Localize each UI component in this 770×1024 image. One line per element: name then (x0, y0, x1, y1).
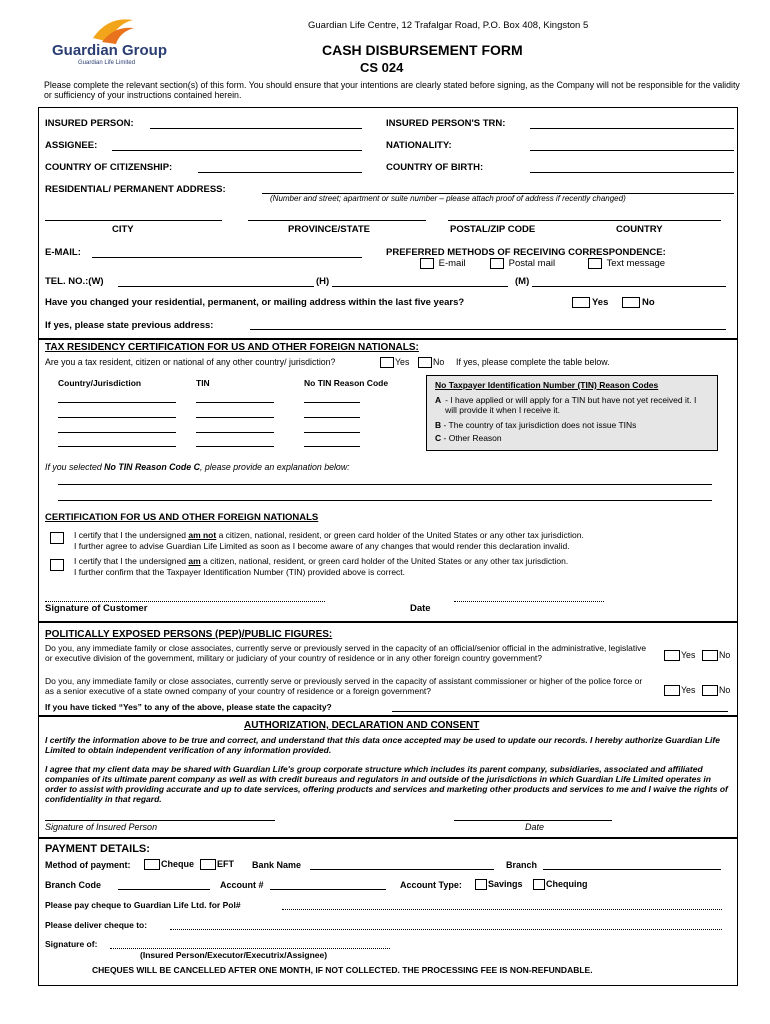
address-changed-yes[interactable] (572, 297, 608, 308)
cert-not-bold: am not (188, 530, 217, 540)
cert-not-pre: I certify that I the undersigned (74, 530, 189, 540)
tax-yes-checkbox[interactable] (380, 357, 394, 368)
cert-not-post: a citizen, national, resident, or green card holder of the United States or any other tax jurisdiction. (216, 530, 584, 540)
company-address: Guardian Life Centre, 12 Trafalgar Road, P.O. Box 408, Kingston 5 (308, 20, 589, 31)
col-tin-header: TIN (196, 378, 210, 388)
chequing-label: Chequing (546, 879, 588, 889)
tax-no-option[interactable] (418, 357, 444, 368)
deliver-cheque-field[interactable] (170, 929, 722, 930)
tax-heading: TAX RESIDENCY CERTIFICATION FOR US AND OTHER FOREIGN NATIONALS: (45, 342, 419, 353)
city-label: CITY (112, 224, 134, 235)
pep-q2-yes[interactable] (664, 685, 695, 696)
tin-codes-box (426, 375, 718, 451)
cert-heading: CERTIFICATION FOR US AND OTHER FOREIGN NATIONALS (45, 512, 319, 523)
address-changed-question: Have you changed your residential, permanent, or mailing address within the last five years? (45, 297, 465, 308)
pep-heading: POLITICALLY EXPOSED PERSONS (PEP)/PUBLIC FIGURES: (45, 629, 333, 640)
province-label: PROVINCE/STATE (288, 224, 370, 235)
payment-method-label: Method of payment: (45, 860, 131, 870)
tin-row-country[interactable] (58, 402, 176, 403)
cert-am-line2: I further confirm that the Taxpayer Identification Number (TIN) provided above is correct. (74, 567, 406, 577)
footer-notice: CHEQUES WILL BE CANCELLED AFTER ONE MONTH, IF NOT COLLECTED. THE PROCESSING FEE IS NON-REFUNDABLE. (92, 965, 593, 975)
province-field[interactable] (248, 220, 426, 221)
tel-h-field[interactable] (332, 286, 508, 287)
pep-q2-no-label: No (719, 685, 731, 695)
col-country-header: Country/Jurisdiction (58, 378, 142, 388)
opt-postal-option[interactable] (490, 258, 555, 269)
explain-prompt (45, 462, 350, 472)
savings-checkbox[interactable] (475, 879, 487, 890)
tin-code-c-text: - Other Reason (443, 433, 502, 443)
no-label: No (642, 297, 655, 309)
tel-h-label: (H) (316, 276, 330, 287)
email-label: E-MAIL: (45, 247, 81, 258)
tin-codes-title: No Taxpayer Identification Number (TIN) Reason Codes (435, 380, 659, 390)
opt-email-label: E-mail (438, 258, 466, 270)
email-field[interactable] (92, 257, 362, 258)
deliver-cheque-label: Please deliver cheque to: (45, 920, 148, 930)
explanation-field[interactable] (58, 484, 712, 485)
tax-question: Are you a tax resident, citizen or national of any other country/ jurisdiction? (45, 357, 336, 367)
country-citizenship-label: COUNTRY OF CITIZENSHIP: (45, 162, 173, 173)
postal-checkbox[interactable] (490, 258, 504, 269)
tin-code-a-key: A (435, 395, 442, 405)
insured-trn-label: INSURED PERSON'S TRN: (386, 118, 506, 129)
tax-yes-label: Yes (395, 357, 410, 367)
tin-row-tin[interactable] (196, 446, 274, 447)
explanation-field[interactable] (58, 500, 712, 501)
auth-paragraph-1: I certify the information above to be true and correct, and understand that this data once accepted may be used to update our records. I hereby authorize Guardian Life Limited to obtain independent verification of any information provided. (45, 735, 720, 755)
insured-date-label: Date (525, 822, 545, 832)
insured-person-label: INSURED PERSON: (45, 118, 134, 129)
payment-section (38, 838, 738, 986)
explain-post: , please provide an explanation below: (199, 462, 350, 472)
pep-q1-yes-checkbox[interactable] (664, 650, 680, 661)
tin-code-b (435, 420, 636, 430)
branch-code-label: Branch Code (45, 880, 102, 890)
tin-row-reason[interactable] (304, 432, 360, 433)
branch-field[interactable] (543, 869, 721, 870)
tax-no-checkbox[interactable] (418, 357, 432, 368)
savings-option[interactable] (475, 879, 523, 890)
pep-q1-yes-label: Yes (681, 650, 696, 660)
tin-row-tin[interactable] (196, 417, 274, 418)
auth-heading: AUTHORIZATION, DECLARATION AND CONSENT (244, 720, 480, 731)
col-reason-header: No TIN Reason Code (304, 378, 389, 388)
pep-q1-no-checkbox[interactable] (702, 650, 718, 661)
eft-checkbox[interactable] (200, 859, 216, 870)
opt-text-option[interactable] (588, 258, 665, 269)
country-label: COUNTRY (616, 224, 663, 235)
branch-label: Branch (506, 860, 538, 870)
nationality-field[interactable] (530, 150, 734, 151)
payment-signature-field[interactable] (110, 948, 390, 949)
yes-checkbox[interactable] (572, 297, 590, 308)
insured-trn-field[interactable] (530, 128, 734, 129)
no-checkbox[interactable] (622, 297, 640, 308)
cert-am-line1 (74, 556, 568, 567)
pep-q1: Do you, any immediate family or close associates, currently serve or previously served in the capacity of an official/senior official in the administrative, legislative or executive division of the government, military or judiciary of your country of residence or in any other foreign country government? (45, 643, 647, 663)
auth-paragraph-2: I agree that my client data may be shared with Guardian Life's group corporate structure which includes its parent company, subsidiaries, associated and affiliated companies of its ultimate parent company as well as with credit bureaus and regulators in and outside of the jurisdictions in which Guardian Life Limited operates in order to assist with providing accurate and up to date services, offering products and services and marketing other products and services to me and I waive the rights of confidentiality in that regard. (45, 764, 728, 804)
tin-code-b-text: - The country of tax jurisdiction does not issue TINs (443, 420, 637, 430)
cert-not-line1 (74, 530, 584, 541)
customer-signature-field[interactable] (45, 601, 325, 602)
tin-code-c (435, 433, 502, 443)
country-citizenship-field[interactable] (198, 172, 362, 173)
assignee-field[interactable] (112, 150, 362, 151)
signature-hint: (Insured Person/Executor/Executrix/Assignee) (140, 950, 328, 960)
cert-not-checkbox[interactable] (50, 532, 64, 544)
logo-subtitle: Guardian Life Limited (78, 60, 136, 66)
pep-q1-yes[interactable] (664, 650, 695, 661)
tax-yes-option[interactable] (380, 357, 409, 368)
pep-q2: Do you, any immediate family or close associates, currently serve or previously served in the capacity of assistant commissioner or higher of the police force or as a senior executive of a state owned company of your country of residence or a foreign government? (45, 676, 643, 696)
cert-am-pre: I certify that I the undersigned (74, 556, 189, 566)
tin-row-tin[interactable] (196, 432, 274, 433)
nationality-label: NATIONALITY: (386, 140, 452, 151)
cert-not-line2: I further agree to advise Guardian Life Limited as soon as I become aware of any changes that would render this declaration invalid. (74, 541, 570, 551)
customer-date-label: Date (410, 603, 431, 614)
opt-email-option[interactable] (420, 258, 466, 269)
country-birth-field[interactable] (530, 172, 734, 173)
tel-m-label: (M) (515, 276, 530, 287)
account-type-label: Account Type: (400, 880, 462, 890)
tel-m-field[interactable] (532, 286, 726, 287)
pep-q2-no[interactable] (702, 685, 730, 696)
tin-code-b-key: B (435, 420, 442, 430)
pay-cheque-label: Please pay cheque to Guardian Life Ltd. for Pol# (45, 900, 241, 910)
cert-not-text (74, 530, 584, 552)
residential-address-label: RESIDENTIAL/ PERMANENT ADDRESS: (45, 184, 226, 195)
country-birth-label: COUNTRY OF BIRTH: (386, 162, 484, 173)
form-code: CS 024 (360, 60, 404, 75)
intro-text: Please complete the relevant section(s) of this form. You should ensure that your intentions are clearly stated before signing, as the Company will not be responsible for the validity or sufficiency of your instructions contained herein. (44, 80, 740, 100)
logo (48, 16, 178, 76)
email-checkbox[interactable] (420, 258, 434, 269)
tel-w-field[interactable] (118, 286, 314, 287)
postal-label: POSTAL/ZIP CODE (450, 224, 536, 235)
cheque-checkbox[interactable] (144, 859, 160, 870)
country-field[interactable] (575, 220, 721, 221)
account-label: Account # (220, 880, 264, 890)
tin-row-reason[interactable] (304, 402, 360, 403)
insured-person-field[interactable] (150, 128, 362, 129)
bank-name-label: Bank Name (252, 860, 302, 870)
tin-row-country[interactable] (58, 417, 176, 418)
customer-signature-label: Signature of Customer (45, 603, 148, 614)
eft-option[interactable] (200, 859, 234, 870)
pep-capacity-field[interactable] (392, 711, 728, 712)
tin-row-country[interactable] (58, 446, 176, 447)
explain-bold: No TIN Reason Code C (104, 462, 200, 472)
city-field[interactable] (45, 220, 222, 221)
insured-signature-label: Signature of Insured Person (45, 822, 158, 832)
pep-q1-no[interactable] (702, 650, 730, 661)
customer-date-field[interactable] (454, 601, 604, 602)
tax-if-yes: If yes, please complete the table below. (456, 357, 610, 367)
opt-text-label: Text message (606, 258, 666, 270)
account-field[interactable] (270, 889, 386, 890)
cert-am-post: a citizen, national, resident, or green card holder of the United States or any other tax jurisdiction. (200, 556, 569, 566)
pep-q2-yes-label: Yes (681, 685, 696, 695)
text-checkbox[interactable] (588, 258, 602, 269)
chequing-checkbox[interactable] (533, 879, 545, 890)
pep-q2-yes-checkbox[interactable] (664, 685, 680, 696)
logo-name: Guardian Group (52, 42, 168, 59)
pep-capacity-label: If you have ticked “Yes” to any of the above, please state the capacity? (45, 702, 332, 712)
assignee-label: ASSIGNEE: (45, 140, 98, 151)
cheque-label: Cheque (161, 859, 195, 869)
tel-label: TEL. NO.:(W) (45, 276, 104, 287)
cert-am-checkbox[interactable] (50, 559, 64, 571)
tin-row-country[interactable] (58, 432, 176, 433)
tin-code-a (435, 395, 705, 415)
eft-label: EFT (217, 859, 234, 869)
tin-row-tin[interactable] (196, 402, 274, 403)
policy-number-field[interactable] (282, 909, 722, 910)
postal-field[interactable] (448, 220, 585, 221)
insured-signature-field[interactable] (45, 820, 275, 821)
bank-name-field[interactable] (310, 869, 494, 870)
payment-heading: PAYMENT DETAILS: (45, 843, 150, 855)
form-title: CASH DISBURSEMENT FORM (322, 42, 523, 58)
insured-date-field[interactable] (454, 820, 612, 821)
pep-q1-no-label: No (719, 650, 731, 660)
branch-code-field[interactable] (118, 889, 210, 890)
chequing-option[interactable] (533, 879, 588, 890)
signature-of-label: Signature of: (45, 939, 98, 949)
explain-pre: If you selected (45, 462, 105, 472)
cert-am-bold: am (188, 556, 201, 566)
yes-label: Yes (592, 297, 609, 309)
preferred-methods-label: PREFERRED METHODS OF RECEIVING CORRESPONDENCE: (386, 247, 666, 258)
cheque-option[interactable] (144, 859, 194, 870)
address-changed-no[interactable] (622, 297, 655, 308)
previous-address-label: If yes, please state previous address: (45, 320, 214, 331)
opt-postal-label: Postal mail (508, 258, 556, 270)
previous-address-field[interactable] (250, 329, 726, 330)
tax-no-label: No (433, 357, 445, 367)
tin-code-c-key: C (435, 433, 442, 443)
address-hint: (Number and street; apartment or suite number – please attach proof of address if recently changed) (270, 194, 626, 203)
tin-code-a-text: - I have applied or will apply for a TIN but have not yet received it. I will provide it when I receive it. (445, 395, 697, 415)
pep-q2-no-checkbox[interactable] (702, 685, 718, 696)
tin-row-reason[interactable] (304, 446, 360, 447)
cert-am-text (74, 556, 568, 578)
tin-row-reason[interactable] (304, 417, 360, 418)
savings-label: Savings (488, 879, 523, 889)
